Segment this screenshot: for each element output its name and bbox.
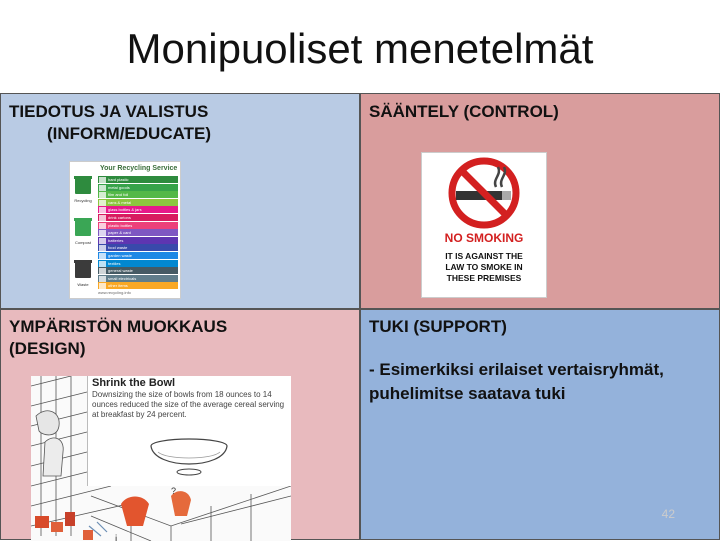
recycling-category-label: garden waste: [108, 253, 133, 258]
page-number: 42: [661, 507, 675, 521]
recycling-category-row: [98, 282, 178, 289]
heading-line: YMPÄRISTÖN MUOKKAUS: [9, 317, 228, 336]
recycling-bin-icon: [73, 216, 93, 238]
recycling-bin-label: Waste: [77, 282, 89, 287]
recycling-bin-label: Compost: [74, 240, 91, 245]
item-icon: [99, 177, 106, 183]
recycling-category-label: textiles: [108, 260, 121, 266]
item-icon: [99, 200, 106, 206]
recycling-category-label: food waste: [108, 245, 128, 251]
bowl-icon: [144, 436, 234, 482]
recycling-category-label: other items: [108, 283, 128, 289]
no-smoking-icon: [422, 153, 546, 231]
support-description-line: - Esimerkiksi erilaiset vertaisryhmät,: [369, 360, 664, 379]
item-icon: [99, 230, 106, 236]
heading-line: (DESIGN): [9, 339, 86, 358]
recycling-guide-footer: www.recycling.info: [98, 290, 131, 295]
item-icon: [99, 223, 106, 229]
shrink-the-bowl-illustration: [31, 376, 291, 541]
recycling-category-row: [98, 199, 178, 206]
heading-line: (INFORM/EDUCATE): [47, 124, 211, 143]
item-icon: [99, 283, 106, 289]
recycling-category-label: hard plastic: [108, 177, 129, 182]
slide-title: Monipuoliset menetelmät: [126, 25, 594, 72]
recycling-category-row: [98, 229, 178, 236]
quadrant-heading: TUKI (SUPPORT): [369, 317, 507, 336]
recycling-category-label: film and foil: [108, 192, 129, 198]
recycling-bin-label: Recycling: [74, 198, 92, 203]
item-icon: [99, 207, 106, 213]
recycling-category-label: cans & metal: [108, 199, 132, 205]
recycling-category-label: glass bottles & jars: [108, 207, 142, 213]
shrink-the-bowl-card: [87, 376, 291, 486]
item-icon: [99, 185, 106, 191]
recycling-category-label: plastic bottles: [108, 222, 133, 228]
item-icon: [99, 245, 106, 251]
quadrant-control: [360, 93, 720, 309]
recycling-category-label: metal goods: [108, 184, 130, 190]
item-icon: [99, 276, 106, 282]
no-smoking-sign: [421, 152, 547, 298]
sign-subtext-line: LAW TO SMOKE IN: [445, 262, 523, 272]
recycling-category-label: small electricals: [108, 275, 137, 281]
recycling-category-label: general waste: [108, 268, 133, 274]
sign-headline: NO SMOKING: [444, 231, 524, 245]
recycling-category-row: [98, 260, 178, 267]
recycling-category-row: [98, 222, 178, 229]
recycling-bin-icon: [73, 174, 93, 196]
recycling-category-label: paper & card: [108, 230, 131, 236]
support-description-line: puhelimitse saatava tuki: [369, 384, 566, 403]
item-icon: [99, 253, 106, 259]
recycling-bin-icon: [73, 258, 93, 280]
quadrant-heading: SÄÄNTELY (CONTROL): [369, 102, 559, 121]
sign-subtext-line: THESE PREMISES: [446, 273, 522, 283]
item-icon: [99, 268, 106, 274]
recycling-guide-image: [69, 161, 181, 299]
recycling-category-row: [98, 275, 178, 282]
recycling-category-row: [98, 206, 178, 213]
recycling-category-row: [98, 176, 178, 183]
recycling-category-row: [98, 244, 178, 251]
bowl-card-text: Downsizing the size of bowls from 18 ounces to 14 ounces reduced the size of the average cereal serving at breakfast by 24 percent.: [92, 390, 285, 419]
sign-subtext: [422, 251, 546, 284]
recycling-category-row: [98, 184, 178, 191]
recycling-category-label: batteries: [108, 237, 124, 243]
quadrant-support: [360, 309, 720, 540]
recycling-category-label: drink cartons: [108, 215, 131, 220]
recycling-category-row: [98, 214, 178, 221]
support-description: [369, 358, 714, 406]
recycling-category-row: [98, 252, 178, 259]
quadrant-design: [0, 309, 360, 540]
item-icon: [99, 215, 106, 221]
sign-subtext-line: IT IS AGAINST THE: [445, 251, 523, 261]
quadrant-grid: [0, 93, 720, 540]
quadrant-inform: [0, 93, 360, 309]
heading-line: TIEDOTUS JA VALISTUS: [9, 102, 209, 121]
recycling-guide-title: Your Recycling Service: [100, 165, 178, 172]
svg-text:?: ?: [171, 486, 177, 496]
quadrant-heading: [9, 101, 211, 145]
recycling-category-row: [98, 267, 178, 274]
bowl-card-title: Shrink the Bowl: [92, 377, 176, 389]
item-icon: [99, 238, 106, 244]
item-icon: [99, 261, 106, 267]
quadrant-heading: [9, 316, 227, 360]
svg-text:i: i: [115, 534, 118, 541]
item-icon: [99, 192, 106, 198]
recycling-category-row: [98, 237, 178, 244]
recycling-category-row: [98, 191, 178, 198]
